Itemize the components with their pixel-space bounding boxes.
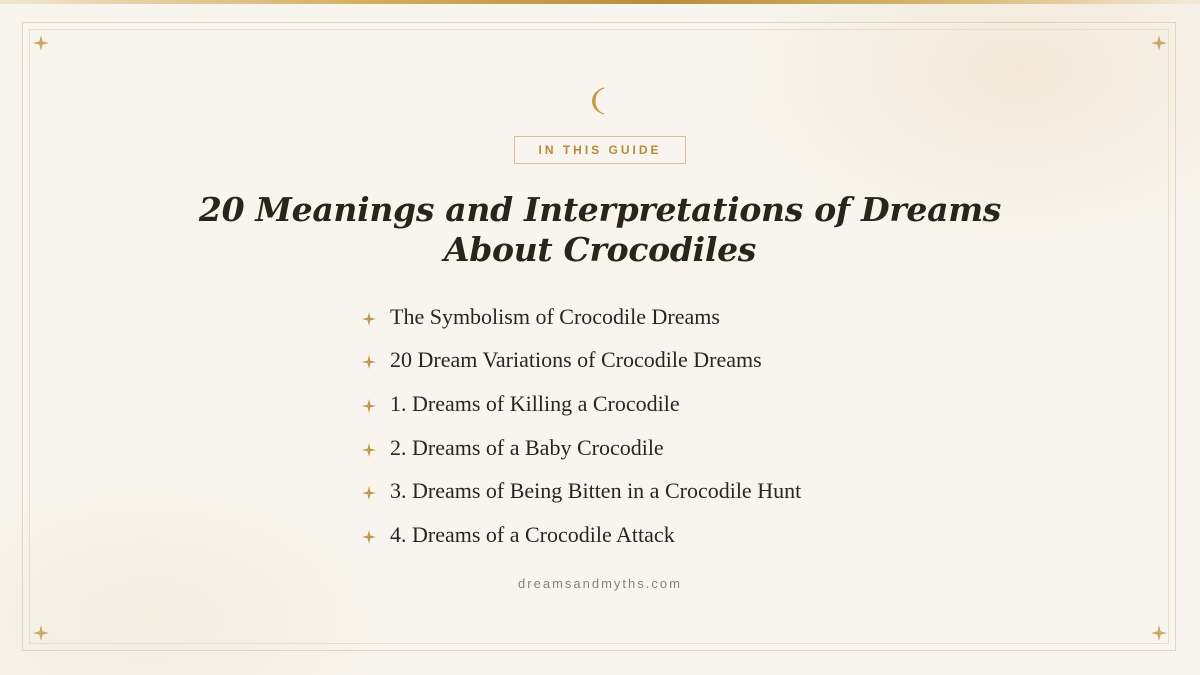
corner-star-icon bbox=[1151, 625, 1167, 641]
section-badge: IN THIS GUIDE bbox=[514, 136, 686, 164]
corner-star-icon bbox=[1151, 35, 1167, 51]
star-bullet-icon bbox=[362, 530, 376, 544]
toc-item-label: The Symbolism of Crocodile Dreams bbox=[390, 303, 720, 329]
star-bullet-icon bbox=[362, 486, 376, 500]
star-bullet-icon bbox=[362, 399, 376, 413]
toc-item-label: 3. Dreams of Being Bitten in a Crocodile Hunt bbox=[390, 478, 802, 504]
toc-item[interactable] bbox=[362, 339, 801, 383]
toc-item[interactable] bbox=[362, 426, 801, 470]
toc-item[interactable] bbox=[362, 513, 801, 557]
table-of-contents bbox=[362, 295, 801, 557]
toc-item-label: 4. Dreams of a Crocodile Attack bbox=[390, 521, 675, 547]
toc-item[interactable] bbox=[362, 295, 801, 339]
toc-item-label: 2. Dreams of a Baby Crocodile bbox=[390, 434, 664, 460]
toc-item-label: 20 Dream Variations of Crocodile Dreams bbox=[390, 347, 762, 373]
toc-item-label: 1. Dreams of Killing a Crocodile bbox=[390, 390, 680, 416]
corner-star-icon bbox=[33, 35, 49, 51]
toc-item[interactable] bbox=[362, 469, 801, 513]
page-title: 20 Meanings and Interpretations of Dreams About Crocodiles bbox=[198, 190, 1002, 269]
top-accent-bar bbox=[0, 0, 1200, 4]
star-bullet-icon bbox=[362, 312, 376, 326]
site-url[interactable]: dreamsandmyths.com bbox=[518, 576, 682, 591]
toc-item[interactable] bbox=[362, 382, 801, 426]
star-bullet-icon bbox=[362, 443, 376, 457]
corner-star-icon bbox=[33, 625, 49, 641]
crescent-moon-icon bbox=[587, 86, 613, 116]
star-bullet-icon bbox=[362, 355, 376, 369]
